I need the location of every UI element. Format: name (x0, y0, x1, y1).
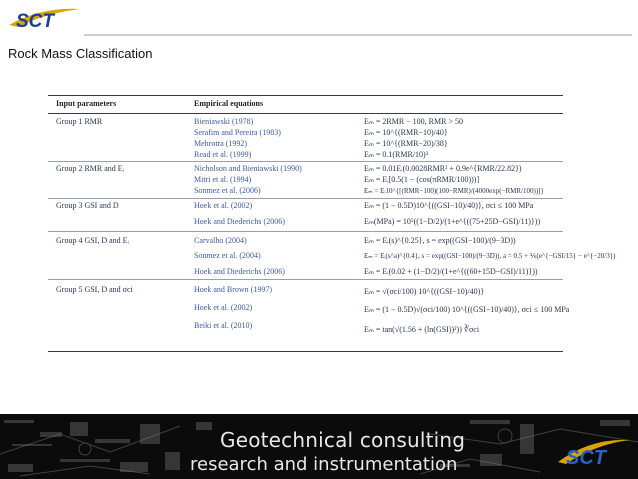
reference-cell: Sonmez et al. (2004) (194, 251, 261, 260)
param-cell: Group 2 RMR and Eᵢ (56, 164, 124, 173)
reference-cell: Mehrotra (1992) (194, 139, 248, 148)
reference-cell: Mitri et al. (1994) (194, 175, 252, 184)
group-divider (48, 161, 563, 162)
reference-cell: Serafim and Pereira (1983) (194, 128, 281, 137)
reference-cell: Nicholson and Bieniawski (1990) (194, 164, 302, 173)
group-divider (48, 231, 563, 232)
footer-tagline-line2: research and instrumentation (190, 454, 458, 475)
footer-tagline-line1: Geotechnical consulting (220, 428, 466, 452)
reference-cell: Beiki et al. (2010) (194, 321, 253, 330)
equation-cell: Eₘ = Eᵢ[0.5(1 − (cos(πRMR/100)))] (364, 175, 480, 184)
equation-cell: Eₘ = Eᵢ(s^a)^{0.4}, s = exp((GSI−100)/(9−3D)), a = 0.5 + ⅙(e^{−GSI/15} − e^{−20/3}) (364, 252, 616, 260)
footer-banner (0, 414, 638, 479)
reference-cell: Hoek et al. (2002) (194, 303, 253, 312)
sct-logo-top (6, 5, 84, 33)
logo-bottom-text: SCT (566, 447, 606, 469)
equation-cell: Eₘ = Eᵢ10^{[(RMR−100)(100−RMR)/(4000exp(−RMR/100))]} (364, 187, 544, 195)
header-input-parameters: Input parameters (56, 99, 117, 108)
logo-top-text: SCT (16, 11, 54, 32)
equation-cell: Eₘ = (1 − 0.5D)10^{((GSI−10)/40)}, σci ≤ 100 MPa (364, 201, 534, 210)
group-divider (48, 279, 563, 280)
reference-cell: Hoek et al. (2002) (194, 201, 253, 210)
header-empirical-equations: Empirical equations (194, 99, 264, 108)
equation-cell: Eₘ = 10^{(RMR−20)/38} (364, 139, 448, 148)
param-cell: Group 1 RMR (56, 117, 103, 126)
equations-table (48, 95, 616, 334)
equation-cell: Eₘ = 10^{(RMR−10)/40} (364, 128, 448, 137)
equation-cell: Eₘ = Eᵢ(s)^{0.25}, s = exp((GSI−100)/(9−3D)) (364, 236, 516, 245)
group-divider (48, 198, 563, 199)
sct-logo-bottom (556, 432, 632, 472)
equation-cell: Eₘ = tan(√(1.56 + (ln(GSI))²)) ∛σci (364, 325, 480, 334)
param-cell: Group 4 GSI, D and Eᵢ (56, 236, 129, 245)
equation-cell: Eₘ = Eᵢ(0.02 + (1−D/2)/(1+e^{((60+15D−GSI)/11)})) (364, 267, 538, 276)
table-header (48, 95, 563, 114)
reference-cell: Hoek and Brown (1997) (194, 285, 272, 294)
param-cell: Group 5 GSI, D and σci (56, 285, 133, 294)
equation-cell: Eₘ = √(σci/100) 10^{((GSI−10)/40)} (364, 287, 485, 296)
equation-cell: Eₘ = (1 − 0.5D)√(σci/100) 10^{((GSI−10)/40)}, σci ≤ 100 MPa (364, 305, 570, 314)
param-cell: Group 3 GSI and D (56, 201, 119, 210)
reference-cell: Read et al. (1999) (194, 150, 252, 159)
slide-title: Rock Mass Classification (8, 46, 153, 61)
equation-cell: Eₘ = 0.1(RMR/10)³ (364, 150, 429, 159)
reference-cell: Hoek and Diederichs (2006) (194, 267, 285, 276)
reference-cell: Bieniawski (1978) (194, 117, 254, 126)
header-rule (84, 34, 632, 36)
equation-cell: Eₘ = 2RMR − 100, RMR > 50 (364, 117, 463, 126)
table-bottom-rule (48, 351, 563, 352)
reference-cell: Sonmez et al. (2006) (194, 186, 261, 195)
reference-cell: Hoek and Diederichs (2006) (194, 217, 285, 226)
equation-cell: Eₘ = 0.01Eᵢ(0.0028RMR² + 0.9e^{RMR/22.82}) (364, 164, 522, 173)
equation-cell: Eₘ(MPa) = 10⁵((1−D/2)/(1+e^{((75+25D−GSI)/11)})) (364, 217, 541, 226)
reference-cell: Carvalho (2004) (194, 236, 247, 245)
